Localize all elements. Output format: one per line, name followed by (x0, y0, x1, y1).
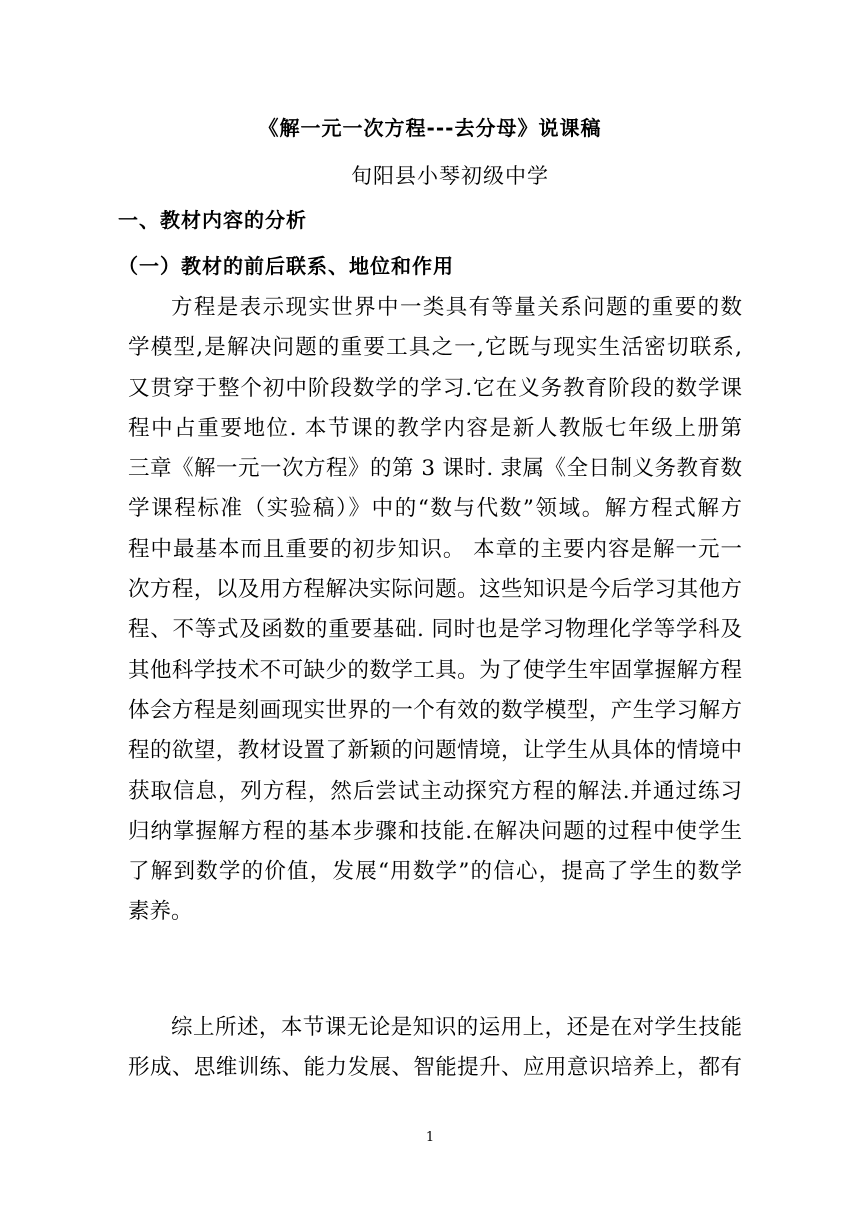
paragraph-line: 素养。 (128, 899, 193, 925)
subsection-heading: （一）教材的前后联系、地位和作用 (118, 254, 454, 278)
paragraph-line: 程中最基本而且重要的初步知识。 本章的主要内容是解一元一 (128, 536, 742, 562)
paragraph-line: 学模型,是解决问题的重要工具之一,它既与现实生活密切联系, (128, 335, 742, 361)
section-heading: 一、教材内容的分析 (118, 208, 307, 232)
school-name: 旬阳县小琴初级中学 (351, 164, 549, 188)
page-number: 1 (425, 1130, 435, 1145)
paragraph-line: 程的欲望，教材设置了新颖的问题情境，让学生从具体的情境中 (128, 738, 742, 764)
paragraph-line: 方程是表示现实世界中一类具有等量关系问题的重要的数 (171, 295, 742, 320)
paragraph-1 (128, 288, 742, 933)
paragraph-line: 又贯穿于整个初中阶段数学的学习.它在义务教育阶段的数学课 (128, 375, 742, 401)
paragraph-2 (128, 1008, 742, 1089)
paragraph-line: 综上所述，本节课无论是知识的运用上，还是在对学生技能 (171, 1015, 742, 1040)
paragraph-line: 学课程标准（实验稿）》中的“数与代数”领域。解方程式解方 (128, 496, 742, 522)
paragraph-line: 程、不等式及函数的重要基础. 同时也是学习物理化学等学科及 (128, 617, 742, 643)
paragraph-line: 三章《解一元一次方程》的第 3 课时. 隶属《全日制义务教育数 (128, 456, 742, 482)
document-title: 《解一元一次方程---去分母》说课稿 (258, 116, 602, 140)
paragraph-line: 其他科学技术不可缺少的数学工具。为了使学生牢固掌握解方程 (128, 657, 742, 683)
paragraph-line: 了解到数学的价值，发展“用数学”的信心，提高了学生的数学 (128, 859, 742, 885)
paragraph-line: 次方程，以及用方程解决实际问题。这些知识是今后学习其他方 (128, 577, 742, 603)
paragraph-line: 归纳掌握解方程的基本步骤和技能.在解决问题的过程中使学生 (128, 818, 742, 844)
paragraph-line: 体会方程是刻画现实世界的一个有效的数学模型，产生学习解方 (128, 697, 742, 723)
paragraph-line: 获取信息，列方程，然后尝试主动探究方程的解法.并通过练习 (128, 778, 742, 804)
paragraph-line: 形成、思维训练、能力发展、智能提升、应用意识培养上，都有 (128, 1055, 742, 1081)
paragraph-line: 程中占重要地位. 本节课的教学内容是新人教版七年级上册第 (128, 415, 742, 441)
